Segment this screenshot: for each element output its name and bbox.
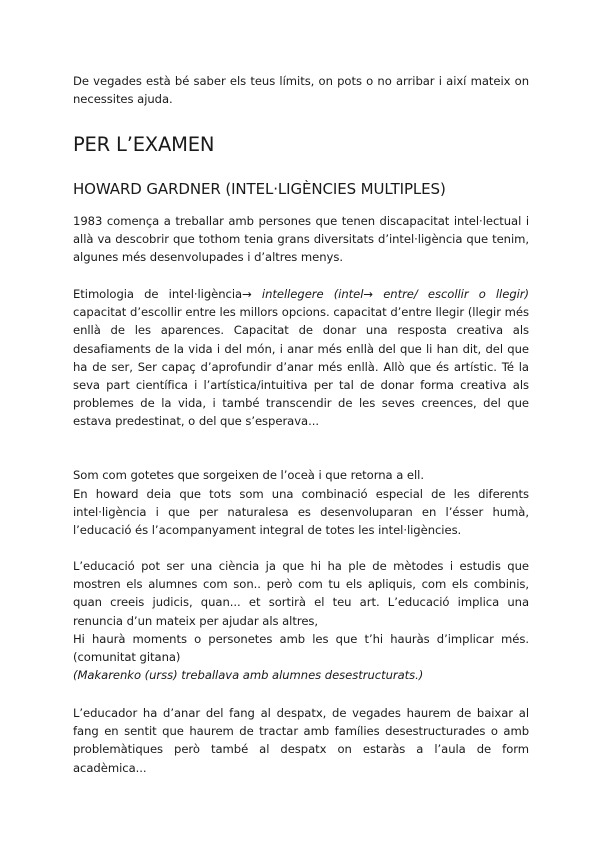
paragraph-history: 1983 comença a treballar amb persones que tenen discapacitat intel·lectual i allà va descobrir que tothom tenia grans diversitats d’intel·ligència que tenim, algunes més desenvolupades i d’altres menys.: [73, 214, 529, 265]
education-makarenko: (Makarenko (urss) treballava amb alumnes desestructurats.): [73, 668, 424, 683]
intro-paragraph: De vegades està bé saber els teus límits, on pots o no arribar i així mateix on necessites ajuda.: [73, 74, 529, 107]
education-gitana: Hi haurà moments o personetes amb les que t’hi hauràs d’implicar més. (comunitat gitana): [73, 631, 529, 665]
page-heading: PER L’EXAMEN: [73, 133, 215, 156]
etymology-body: capacitat d’escollir entre les millors opcions. capacitat d’entre llegir (llegir més enllà de les aparences. Capacitat de donar una resposta creativa als desafiaments de la vida i del món, i anar més enllà del que li han dit, del que ha de ser, Ser capaç d’aprofundir d’anar més enllà. Allò que és artístic. Té la seva part científica i l’artística/intuitiva per tal de donar forma creativa als problemes de la vida, i també transcendir de les seves creences, del que estava predestinat, o del que s’esperava...: [73, 305, 529, 429]
etymology-italic: intellegere (intel→ entre/ escollir o llegir): [261, 287, 529, 301]
paragraph-ocean: Som com gotetes que sorgeixen de l’oceà i que retorna a ell.: [73, 468, 424, 482]
section-subheading: HOWARD GARDNER (INTEL·LIGÈNCIES MULTIPLES): [73, 180, 446, 198]
paragraph-howard: En howard deia que tots som una combinació especial de les diferents intel·ligència i que per naturalesa es desenvoluparan en l’ésser humà, l’educació és l’acompanyament integral de totes les intel·ligències.: [73, 487, 529, 538]
etymology-lead: Etimologia de intel·ligència→: [73, 287, 262, 301]
education-text: L’educació pot ser una ciència ja que hi ha ple de mètodes i estudis que mostren els alumnes com son.. però com tu els apliquis, com els combinis, quan creeis judicis, quan... et sortirà el teu art. L’educació implica una renuncia d’un mateix per ajudar als altres,: [73, 559, 529, 628]
paragraph-education: [73, 557, 529, 684]
paragraph-etymology: [73, 285, 529, 431]
paragraph-educator: L’educador ha d’anar del fang al despatx, de vegades haurem de baixar al fang en sentit que haurem de tractar amb famílies desestructurades o amb problemàtiques però també al despatx on estaràs a l’aula de form acadèmica...: [73, 706, 529, 775]
